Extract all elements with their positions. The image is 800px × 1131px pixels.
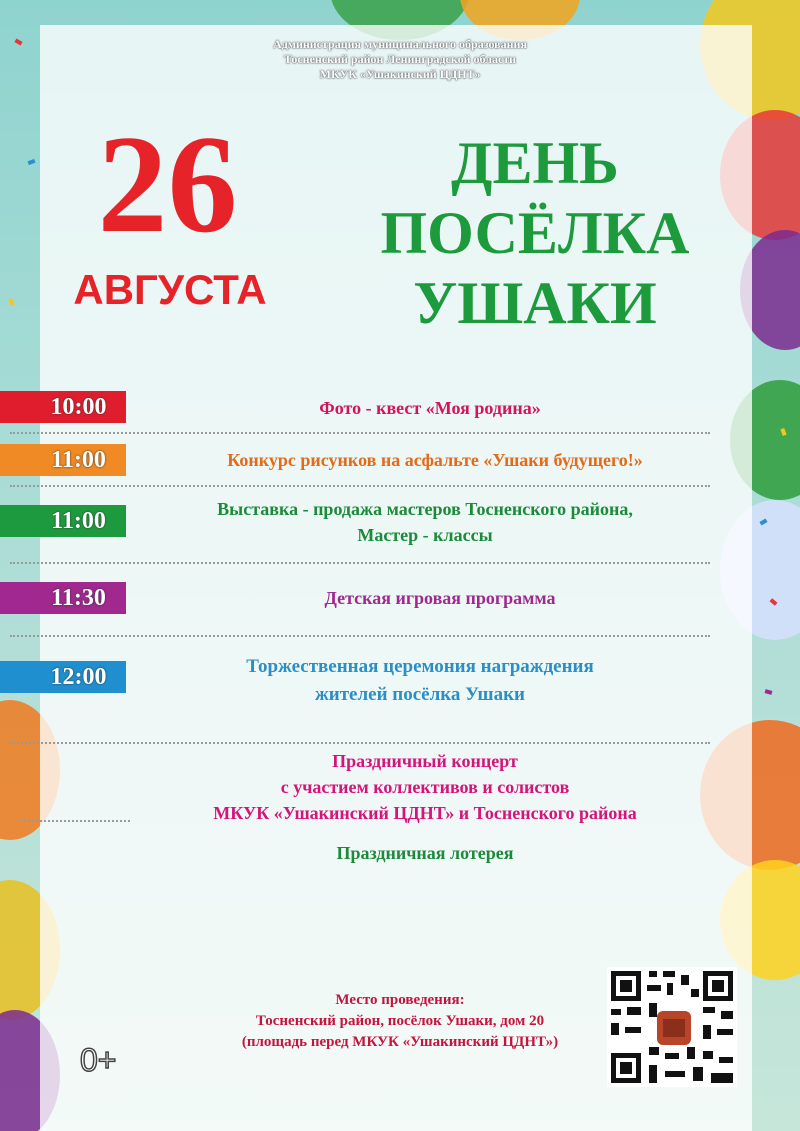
organizer-line: Администрация муниципального образования (273, 37, 527, 51)
time-badge: 11:00 (0, 444, 126, 476)
divider (10, 562, 710, 564)
venue-info: Место проведения: Тосненский район, посёлок Ушаки, дом 20 (площадь перед МКУК «Ушакинский ЦДНТ») (241, 992, 559, 1050)
qr-code[interactable] (607, 967, 737, 1087)
divider (10, 635, 710, 637)
event-month: АВГУСТА (73, 266, 267, 313)
divider (10, 432, 710, 434)
title-line: ПОСЁЛКА (380, 200, 690, 266)
time-badge: 10:00 (0, 391, 126, 423)
time-badge: 11:00 (0, 505, 126, 537)
age-rating: 0+ (80, 1042, 117, 1078)
title-line: УШАКИ (413, 270, 657, 336)
time-badge: 11:30 (0, 582, 126, 614)
schedule-item-text: Детская игровая программа (324, 588, 556, 608)
schedule-item-text: Фото - квест «Моя родина» (319, 398, 541, 418)
organizer-line: Тосненский район Ленинградской области (283, 52, 517, 66)
concert-info: Праздничный концерт с участием коллективов и солистов МКУК «Ушакинский ЦДНТ» и Тосненского района (213, 751, 637, 823)
time-badge: 12:00 (0, 661, 126, 693)
event-title (370, 128, 700, 338)
divider (10, 485, 710, 487)
organizer-header (150, 37, 650, 82)
title-line: ДЕНЬ (451, 130, 619, 196)
divider (20, 820, 130, 822)
qr-code-icon (607, 967, 737, 1087)
schedule-item-text: Торжественная церемония награждения жителей посёлка Ушаки (246, 656, 594, 705)
event-day: 26 (97, 107, 238, 262)
lottery-info: Праздничная лотерея (336, 843, 514, 863)
schedule-item-text: Конкурс рисунков на асфальте «Ушаки будущего!» (227, 450, 643, 470)
schedule-item-text: Выставка - продажа мастеров Тосненского района, Мастер - классы (217, 499, 633, 545)
divider (10, 742, 710, 744)
organizer-line: МКУК «Ушакинский ЦДНТ» (319, 67, 481, 81)
